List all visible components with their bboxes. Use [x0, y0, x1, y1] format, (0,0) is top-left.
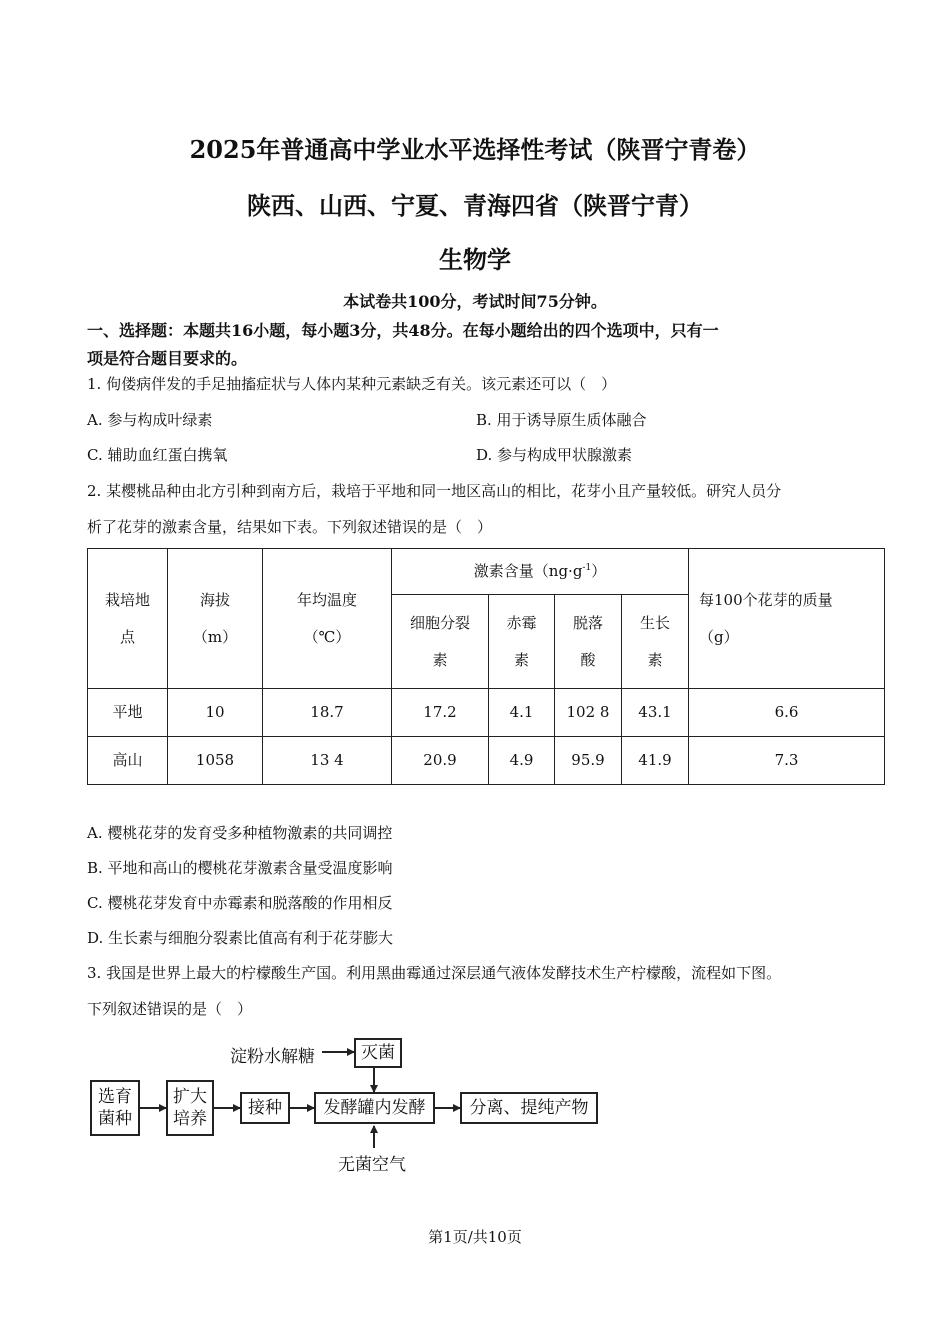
cell-temperature: 18.7: [263, 689, 392, 737]
header-cytokinin: 细胞分裂 素: [392, 595, 489, 689]
cell-temperature: 13 4: [263, 737, 392, 785]
cell-gibberellin: 4.1: [489, 689, 555, 737]
cell-auxin: 41.9: [622, 737, 689, 785]
header-bud-mass: 每100个花芽的质量 （g）: [689, 549, 885, 689]
section-heading-line1: 一、选择题：本题共16小题，每小题3分，共48分。在每小题给出的四个选项中，只有一: [87, 321, 719, 340]
subject-title: 生物学: [439, 245, 511, 274]
flow-box-select-strain: 选育 菌种: [90, 1080, 140, 1136]
q2-option-c: C. 樱桃花芽发育中赤霉素和脱落酸的作用相反: [87, 894, 393, 912]
q3-stem-line1: 3. 我国是世界上最大的柠檬酸生产国。利用黑曲霉通过深层通气液体发酵技术生产柠檬酸，流程如下图。: [87, 964, 782, 982]
header-temperature: 年均温度 （℃）: [263, 549, 392, 689]
q2-stem-line2: 析了花芽的激素含量，结果如下表。下列叙述错误的是（ ）: [87, 518, 493, 536]
q1-option-d: D. 参与构成甲状腺激素: [476, 446, 633, 464]
cell-gibberellin: 4.9: [489, 737, 555, 785]
q1-stem: 1. 佝偻病伴发的手足抽搐症状与人体内某种元素缺乏有关。该元素还可以（ ）: [87, 375, 617, 393]
cell-bud-mass: 6.6: [689, 689, 885, 737]
cell-altitude: 10: [168, 689, 263, 737]
flow-box-fermentation: 发酵罐内发酵: [314, 1092, 435, 1124]
flow-starch-sugar: 淀粉水解糖: [230, 1047, 315, 1067]
exam-info: 本试卷共100分，考试时间75分钟。: [343, 292, 607, 311]
flow-sterile-air: 无菌空气: [338, 1155, 406, 1175]
q2-option-d: D. 生长素与细胞分裂素比值高有利于花芽膨大: [87, 929, 394, 947]
cell-bud-mass: 7.3: [689, 737, 885, 785]
q1-option-c: C. 辅助血红蛋白携氧: [87, 446, 228, 464]
cell-site: 高山: [88, 737, 168, 785]
cell-site: 平地: [88, 689, 168, 737]
exam-subtitle: 陕西、山西、宁夏、青海四省（陕晋宁青）: [247, 191, 703, 220]
cell-abscisic-acid: 102 8: [555, 689, 622, 737]
q2-option-b: B. 平地和高山的樱桃花芽激素含量受温度影响: [87, 859, 393, 877]
q1-option-a: A. 参与构成叶绿素: [87, 411, 213, 429]
q1-option-b: B. 用于诱导原生质体融合: [476, 411, 647, 429]
header-auxin: 生长 素: [622, 595, 689, 689]
header-site: 栽培地 点: [88, 549, 168, 689]
exam-title: 2025年普通高中学业水平选择性考试（陕晋宁青卷）: [189, 135, 761, 164]
cell-auxin: 43.1: [622, 689, 689, 737]
header-altitude: 海拔 （m）: [168, 549, 263, 689]
cell-cytokinin: 20.9: [392, 737, 489, 785]
header-hormone-content: 激素含量$(ng\cdot g^{-1})$: [392, 549, 689, 595]
cell-abscisic-acid: 95.9: [555, 737, 622, 785]
flow-box-separate-purify: 分离、提纯产物: [460, 1092, 598, 1124]
header-gibberellin: 赤霉 素: [489, 595, 555, 689]
page-number: 第1页/共10页: [428, 1228, 522, 1246]
flow-box-sterilize: 灭菌: [354, 1038, 402, 1068]
cell-cytokinin: 17.2: [392, 689, 489, 737]
q3-stem-line2: 下列叙述错误的是（ ）: [87, 1000, 253, 1018]
q2-stem-line1: 2. 某樱桃品种由北方引种到南方后，栽培于平地和同一地区高山的相比，花芽小且产量较低。研究人员分: [87, 482, 782, 500]
header-abscisic-acid: 脱落 酸: [555, 595, 622, 689]
cell-altitude: 1058: [168, 737, 263, 785]
flow-box-inoculate: 接种: [240, 1092, 290, 1124]
flow-box-expand-culture: 扩大 培养: [166, 1080, 214, 1136]
section-heading-line2: 项是符合题目要求的。: [87, 349, 248, 368]
q2-option-a: A. 樱桃花芽的发育受多种植物激素的共同调控: [87, 824, 393, 842]
